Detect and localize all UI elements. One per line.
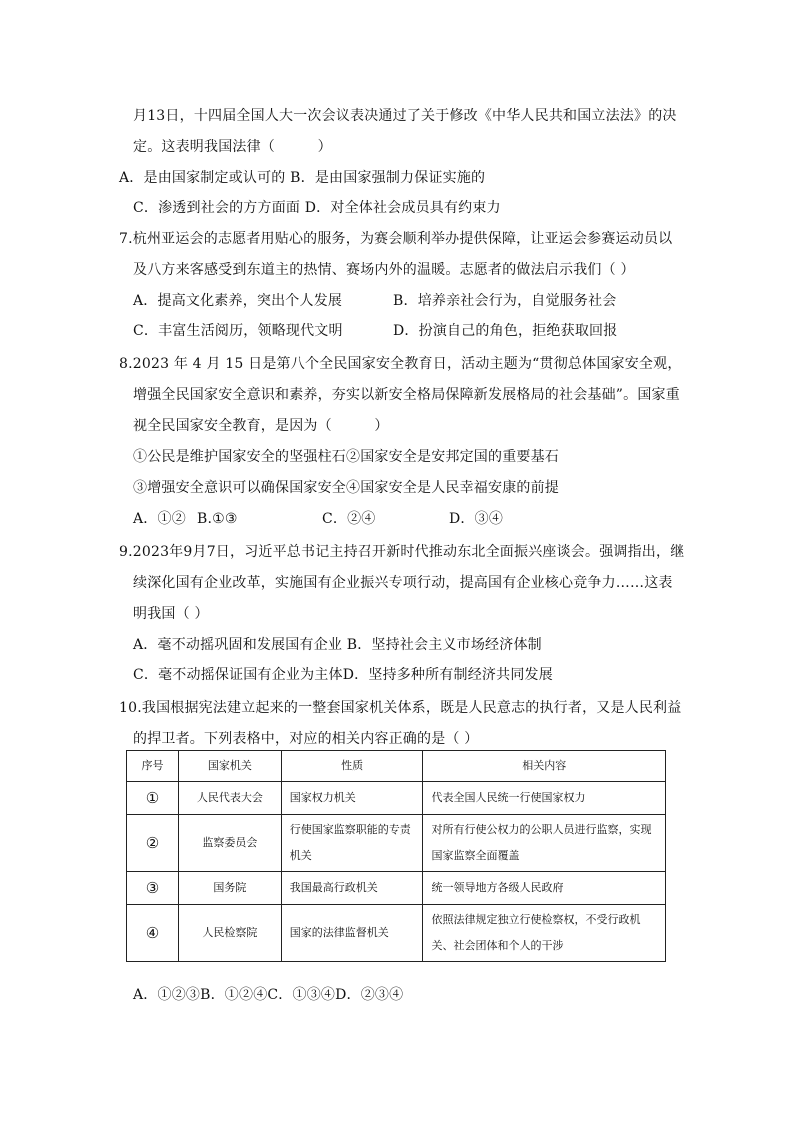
q7-stem-line1: 7.杭州亚运会的志愿者用贴心的服务，为赛会顺利举办提供保障，让亚运会参赛运动员以 [119, 231, 673, 247]
q9-stem-line2: 续深化国有企业改革，实施国有企业振兴专项行动，提高国有企业核心竞争力……这表 [133, 575, 673, 591]
header-index: 序号 [127, 751, 179, 782]
q10-options: A．①②③B．①②④C．①③④D．②③④ [133, 987, 404, 1003]
state-organs-table [126, 750, 666, 962]
q6-options-cd: C．渗透到社会的方方面面 D．对全体社会成员具有约束力 [133, 200, 501, 216]
header-content: 相关内容 [423, 751, 666, 782]
table-header-row [127, 751, 666, 782]
q7-stem-line2: 及八方来客感受到东道主的热情、赛场内外的温暖。志愿者的做法启示我们（ ） [133, 262, 635, 278]
q7-option-d: D．扮演自己的角色，拒绝获取回报 [393, 323, 618, 339]
row-organ: 国务院 [178, 872, 281, 905]
row-nature: 行使国家监察职能的专责机关 [281, 815, 423, 872]
row-content: 对所有行使公权力的公职人员进行监察，实现国家监察全面覆盖 [423, 815, 666, 872]
row-content: 统一领导地方各级人民政府 [423, 872, 666, 905]
q7-option-b: B．培养亲社会行为，自觉服务社会 [393, 293, 617, 309]
q6-options-ab: A．是由国家制定或认可的 B．是由国家强制力保证实施的 [119, 170, 486, 186]
q8-option-b: B.①③ [197, 511, 238, 527]
q9-stem-line1: 9.2023年9月7日，习近平总书记主持召开新时代推动东北全面振兴座谈会。强调指出，继 [119, 544, 685, 560]
row-nature: 我国最高行政机关 [281, 872, 423, 905]
q10-stem-line2: 的捍卫者。下列表格中，对应的相关内容正确的是（ ） [133, 731, 479, 747]
q8-option-c: C．②④ [322, 511, 376, 527]
q10-stem-line1: 10.我国根据宪法建立起来的一整套国家机关体系，既是人民意志的执行者，又是人民利益 [119, 700, 682, 716]
table-row [127, 815, 666, 872]
q9-stem-line3: 明我国（ ） [133, 606, 209, 622]
row-index: ④ [127, 905, 179, 962]
q8-statements-2: ③增强安全意识可以确保国家安全④国家安全是人民幸福安康的前提 [133, 480, 559, 496]
row-index: ① [127, 782, 179, 815]
header-nature: 性质 [281, 751, 423, 782]
q6-stem-line2: 定。这表明我国法律（ ） [133, 139, 332, 155]
q9-options-ab: A．毫不动摇巩固和发展国有企业 B．坚持社会主义市场经济体制 [133, 637, 542, 653]
q7-option-a: A．提高文化素养，突出个人发展 [133, 293, 343, 309]
row-organ: 人民检察院 [178, 905, 281, 962]
q8-stem-line3: 视全民国家安全教育，是因为（ ） [133, 418, 389, 434]
table-row [127, 905, 666, 962]
row-index: ② [127, 815, 179, 872]
row-organ: 人民代表大会 [178, 782, 281, 815]
q9-options-cd: C．毫不动摇保证国有企业为主体D．坚持多种所有制经济共同发展 [133, 667, 553, 683]
q8-stem-line2: 增强全民国家安全意识和素养，夯实以新安全格局保障新发展格局的社会基础”。国家重 [133, 387, 680, 403]
row-nature: 国家的法律监督机关 [281, 905, 423, 962]
q7-option-c: C．丰富生活阅历，领略现代文明 [133, 323, 343, 339]
q6-stem-line1: 月13日，十四届全国人大一次会议表决通过了关于修改《中华人民共和国立法法》的决 [133, 108, 677, 124]
q8-option-a: A．①② [133, 511, 186, 527]
table-row [127, 872, 666, 905]
row-organ: 监察委员会 [178, 815, 281, 872]
q8-stem-line1: 8.2023 年 4 月 15 日是第八个全民国家安全教育日，活动主题为“贯彻总体国家安全观， [119, 356, 682, 372]
header-organ: 国家机关 [178, 751, 281, 782]
row-content: 依照法律规定独立行使检察权，不受行政机关、社会团体和个人的干涉 [423, 905, 666, 962]
q8-statements-1: ①公民是维护国家安全的坚强柱石②国家安全是安邦定国的重要基石 [133, 449, 559, 465]
row-nature: 国家权力机关 [281, 782, 423, 815]
row-index: ③ [127, 872, 179, 905]
row-content: 代表全国人民统一行使国家权力 [423, 782, 666, 815]
q8-option-d: D．③④ [449, 511, 504, 527]
table-row [127, 782, 666, 815]
